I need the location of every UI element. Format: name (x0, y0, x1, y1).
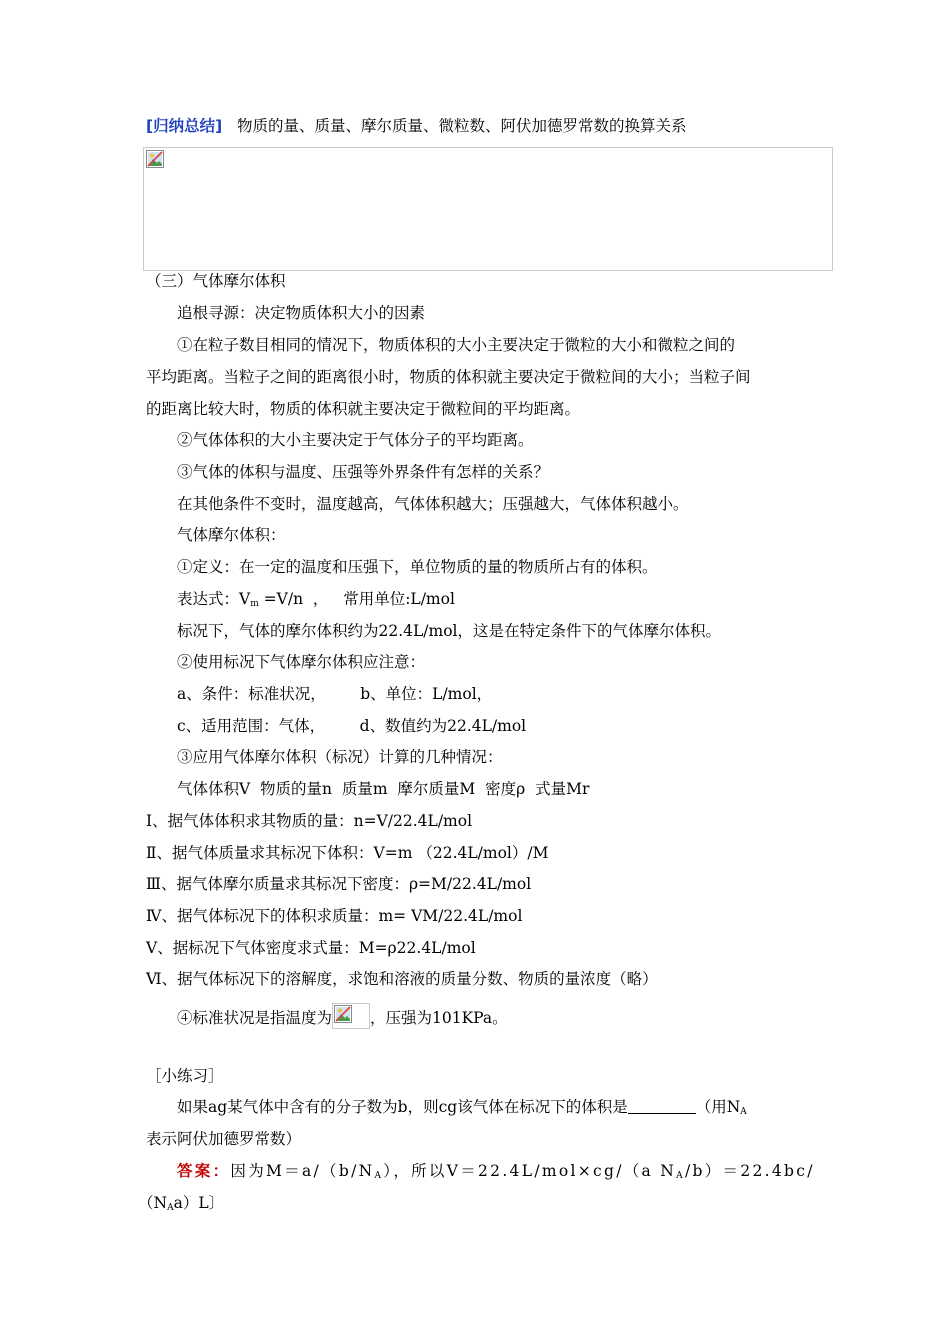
expression-rest: =V/n ， 常用单位:L/mol (258, 590, 455, 608)
answer-line-2-end: a）L〕 (173, 1194, 225, 1212)
rule-1: Ⅰ、据气体体积求其物质的量：n=V/22.4L/mol (146, 812, 473, 830)
expression-start: 表达式：V (177, 590, 251, 608)
expression-subscript: m (250, 599, 259, 609)
paragraph-1-line-1: ①在粒子数目相同的情况下，物质体积的大小主要决定于微粒的大小和微粒之间的 (177, 336, 736, 354)
expression-line (177, 588, 455, 615)
question-line-1 (177, 1096, 747, 1123)
summary-line (146, 115, 686, 137)
paragraph-2: ②气体体积的大小主要决定于气体分子的平均距离。 (177, 431, 534, 449)
paragraph-1-line-2: 平均距离。当粒子之间的距离很小时，物质的体积就主要决定于微粒间的大小；当粒子间 (146, 368, 751, 386)
standard-condition-start: ④标准状况是指温度为 (177, 1009, 333, 1027)
question-line-2: 表示阿伏加德罗常数） (146, 1130, 302, 1148)
answer-part-1: 因为M＝a/（b/N (230, 1162, 375, 1180)
rule-4: Ⅳ、据气体标况下的体积求质量：m= VM/22.4L/mol (146, 907, 523, 925)
paragraph-11: c、适用范围：气体， d、数值约为22.4L/mol (177, 717, 527, 735)
paragraph-10: a、条件：标准状况， b、单位：L/mol， (177, 685, 493, 703)
summary-tag: [归纳总结] (146, 117, 223, 135)
question-hint-subscript: A (740, 1107, 747, 1117)
summary-text: 物质的量、质量、摩尔质量、微粒数、阿伏加德罗常数的换算关系 (236, 117, 687, 135)
answer-part-3: /b）＝22.4bc/ (684, 1162, 815, 1180)
conversion-diagram-placeholder (143, 147, 833, 271)
section-heading: （三）气体摩尔体积 (146, 272, 286, 290)
paragraph-12: ③应用气体摩尔体积（标况）计算的几种情况： (177, 748, 503, 766)
answer-label: 答案： (177, 1161, 231, 1180)
answer-line-2-subscript: A (167, 1203, 174, 1213)
paragraph-5: 气体摩尔体积： (177, 526, 286, 544)
answer-blank (628, 1098, 696, 1114)
answer-line-1 (177, 1160, 815, 1187)
temperature-image-placeholder (332, 1003, 370, 1029)
rule-6: Ⅵ、据气体标况下的溶解度，求饱和溶液的质量分数、物质的量浓度（略） (146, 970, 658, 988)
answer-subscript-1: A (374, 1171, 384, 1181)
answer-subscript-2: A (676, 1171, 685, 1181)
broken-image-icon (334, 1005, 352, 1023)
standard-condition-end: ，压强为101KPa。 (370, 1009, 508, 1027)
answer-line-2 (138, 1192, 224, 1219)
paragraph-4: 在其他条件不变时，温度越高，气体体积越大；压强越大，气体体积越小。 (177, 495, 689, 513)
standard-condition-line (177, 1003, 508, 1029)
answer-line-2-start: （N (138, 1194, 168, 1212)
paragraph-3: ③气体的体积与温度、压强等外界条件有怎样的关系？ (177, 463, 550, 481)
exercise-heading: ［小练习］ (146, 1067, 224, 1085)
question-hint: （用N (695, 1098, 741, 1116)
quantities-line: 气体体积V 物质的量n 质量m 摩尔质量M 密度ρ 式量Mr (177, 780, 590, 798)
rule-3: Ⅲ、据气体摩尔质量求其标况下密度：ρ=M/22.4L/mol (146, 875, 532, 893)
paragraph-1-line-3: 的距离比较大时，物质的体积就主要决定于微粒间的平均距离。 (146, 400, 581, 418)
broken-image-icon (146, 150, 164, 168)
question-text: 如果ag某气体中含有的分子数为b，则cg该气体在标况下的体积是 (177, 1098, 628, 1116)
paragraph-8: 标况下，气体的摩尔体积约为22.4L/mol，这是在特定条件下的气体摩尔体积。 (177, 622, 722, 640)
answer-part-2: ），所以V＝22.4L/mol×cg/（a N (383, 1162, 677, 1180)
paragraph-6: ①定义：在一定的温度和压强下，单位物质的量的物质所占有的体积。 (177, 558, 658, 576)
rule-2: Ⅱ、据气体质量求其标况下体积：V=m （22.4L/mol）/M (146, 844, 549, 862)
intro-line: 追根寻源：决定物质体积大小的因素 (177, 304, 426, 322)
rule-5: Ⅴ、据标况下气体密度求式量：M=ρ22.4L/mol (146, 939, 476, 957)
paragraph-9: ②使用标况下气体摩尔体积应注意： (177, 653, 426, 671)
